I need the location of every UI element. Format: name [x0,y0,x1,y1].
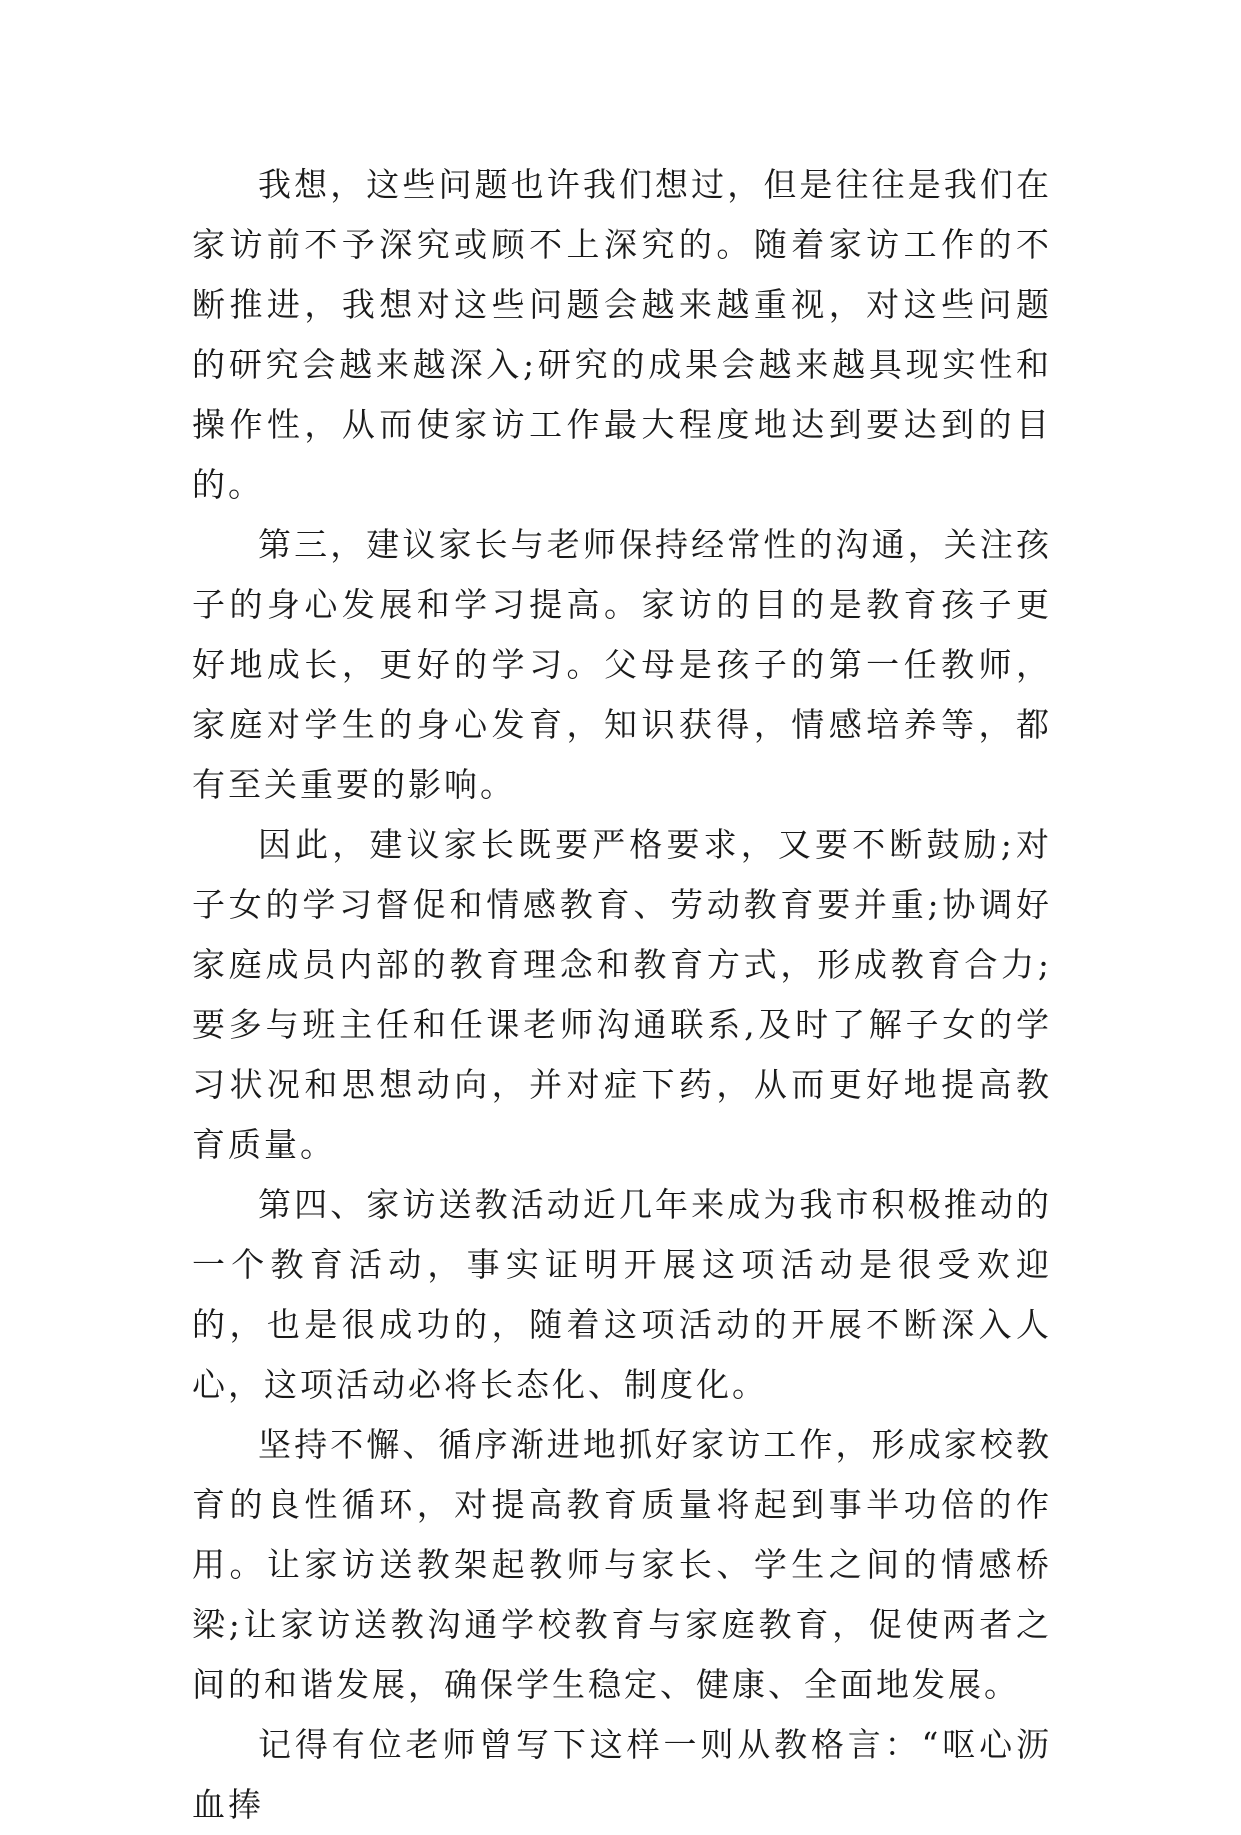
paragraph-3: 因此，建议家长既要严格要求，又要不断鼓励;对子女的学习督促和情感教育、劳动教育要并重;协调好家庭成员内部的教育理念和教育方式，形成教育合力;要多与班主任和任课老师沟通联系,及时了解子女的学习状况和思想动向，并对症下药，从而更好地提高教育质量。 [192,825,1052,1164]
paragraph-6: 记得有位老师曾写下这样一则从教格言：“呕心沥血捧 [192,1725,1052,1824]
paragraph-1: 我想，这些问题也许我们想过，但是往往是我们在家访前不予深究或顾不上深究的。随着家访工作的不断推进，我想对这些问题会越来越重视，对这些问题的研究会越来越深入;研究的成果会越来越具现实性和操作性，从而使家访工作最大程度地达到要达到的目的。 [192,165,1052,504]
paragraph-4: 第四、家访送教活动近几年来成为我市积极推动的一个教育活动，事实证明开展这项活动是很受欢迎的，也是很成功的，随着这项活动的开展不断深入人心，这项活动必将长态化、制度化。 [192,1185,1052,1404]
document-body [192,155,1052,1835]
paragraph-5: 坚持不懈、循序渐进地抓好家访工作，形成家校教育的良性循环，对提高教育质量将起到事半功倍的作用。让家访送教架起教师与家长、学生之间的情感桥梁;让家访送教沟通学校教育与家庭教育，促使两者之间的和谐发展，确保学生稳定、健康、全面地发展。 [192,1425,1052,1704]
paragraph-2: 第三，建议家长与老师保持经常性的沟通，关注孩子的身心发展和学习提高。家访的目的是教育孩子更好地成长，更好的学习。父母是孩子的第一任教师，家庭对学生的身心发育，知识获得，情感培养等，都有至关重要的影响。 [192,525,1052,804]
